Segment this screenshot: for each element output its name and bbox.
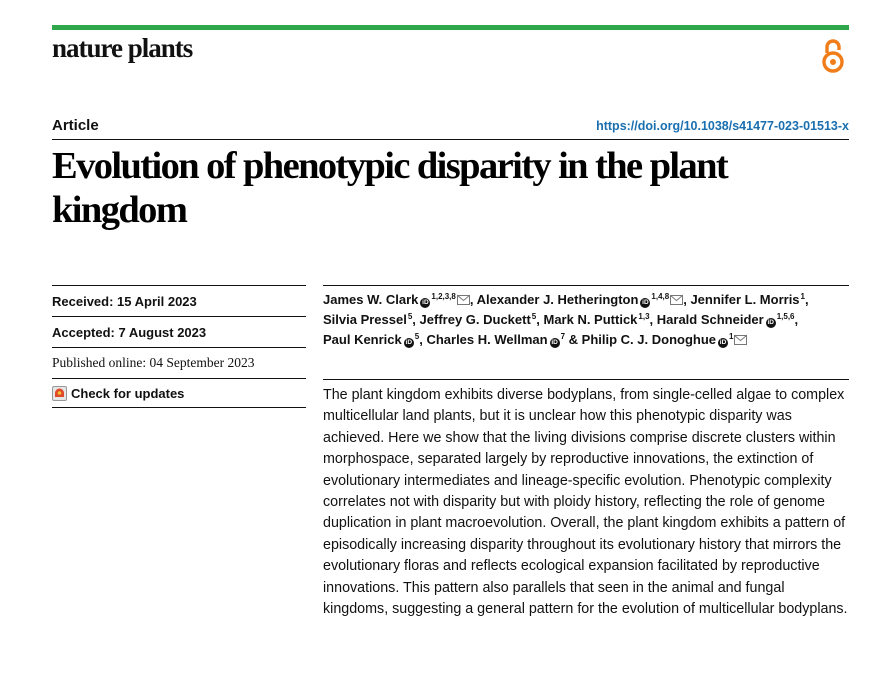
open-access-icon [820, 37, 846, 75]
check-for-updates-label: Check for updates [71, 385, 185, 401]
author [582, 332, 748, 347]
check-for-updates-button[interactable] [52, 379, 306, 407]
affiliation-numbers[interactable]: 1 [729, 332, 734, 341]
published-date: Published online: 04 September 2023 [52, 355, 255, 370]
journal-name[interactable]: nature plants [52, 33, 193, 63]
author [420, 312, 537, 327]
affiliation-numbers[interactable]: 5 [531, 312, 537, 321]
affiliation-numbers[interactable]: 5 [407, 312, 413, 321]
author [426, 332, 565, 347]
author-list: James W. Clark iD$^{1,2,3,8}$ , Alexander J. Hetherington iD$^{1,4,8}$ , Jennifer L. Morris$^1$, Silvia Pressel$^5$, Jeffrey G. Duckett$^5$, Mark N. Puttick$^{1,3}$, Harald Schneider iD$^{1,5,6}$, Paul Kenrick $iD^5$, Charles H. Wellman $iD^7$ & Philip C. J. Donoghue $iD^1$ [323, 292, 809, 347]
author [323, 292, 470, 307]
email-icon[interactable] [457, 295, 470, 305]
author-name[interactable]: Mark N. Puttick [543, 312, 638, 327]
author-name[interactable]: Harald Schneider [656, 312, 764, 327]
journal-accent-bar [52, 25, 849, 30]
article-title: Evolution of phenotypic disparity in the plant kingdom [52, 145, 728, 231]
email-icon[interactable] [734, 335, 747, 345]
email-icon[interactable] [670, 295, 683, 305]
orcid-icon[interactable]: iD [405, 339, 413, 346]
accepted-date: Accepted: 7 August 2023 [52, 324, 207, 340]
orcid-icon[interactable]: iD [551, 339, 558, 346]
orcid-icon[interactable]: iD [642, 299, 649, 306]
authors-rule [323, 285, 849, 286]
author [690, 292, 805, 307]
affiliation-numbers[interactable]: 1,2,3,8 [431, 292, 456, 301]
article-type: Article [52, 117, 99, 134]
article-info-panel [52, 285, 306, 408]
orcid-icon[interactable]: iD [719, 339, 727, 346]
author [657, 312, 795, 327]
orcid-icon[interactable]: iD [422, 299, 429, 306]
affiliation-numbers[interactable]: 1 [800, 292, 805, 301]
author [323, 332, 419, 347]
author [477, 292, 684, 307]
doi-link[interactable]: https://doi.org/10.1038/s41477-023-01513-x [596, 119, 849, 133]
abstract: The plant kingdom exhibits diverse bodyplans, from single-celled algae to complex multicellular land plants, but it is unclear how this phenotypic disparity was achieved. Here we show that the living divisions comprise discrete clusters within morphospace, separated largely by reproductive innovations, the extinction of evolutionary intermediates and lineage-specific evolution. Phenotypic complexity correlates not with disparity but with ploidy history, reflecting the role of genome duplication in plant macroevolution. Overall, the plant kingdom exhibits a pattern of episodically increasing disparity throughout its evolutionary history that mirrors the evolutionary floras and reflects ecological expansion facilitated by reproductive innovations. This pattern also parallels that seen in the animal and fungal kingdoms, suggesting a general pattern for the evolution of multicellular bodyplans. [323, 387, 848, 618]
author-name[interactable]: Paul Kenrick [323, 332, 402, 347]
author-name[interactable]: Jennifer L. Morris [690, 292, 800, 307]
author [323, 312, 412, 327]
title-rule [52, 139, 849, 140]
received-date: Received: 15 April 2023 [52, 293, 197, 309]
author [543, 312, 649, 327]
author-name[interactable]: James W. Clark [323, 292, 419, 307]
abstract-rule [323, 379, 849, 380]
author-name[interactable]: Silvia Pressel [323, 312, 407, 327]
affiliation-numbers[interactable]: 5 [414, 332, 420, 341]
author-name[interactable]: Alexander J. Hetherington [476, 292, 639, 307]
orcid-icon[interactable]: iD [767, 319, 774, 326]
author-name[interactable]: Jeffrey G. Duckett [419, 312, 531, 327]
affiliation-numbers[interactable]: 1,5,6 [776, 312, 795, 321]
check-for-updates-icon [52, 386, 67, 401]
author-name[interactable]: Philip C. J. Donoghue [581, 332, 717, 347]
author-name[interactable]: Charles H. Wellman [426, 332, 548, 347]
affiliation-numbers[interactable]: 1,4,8 [651, 292, 670, 301]
affiliation-numbers[interactable]: 7 [560, 332, 566, 341]
affiliation-numbers[interactable]: 1,3 [638, 312, 650, 321]
